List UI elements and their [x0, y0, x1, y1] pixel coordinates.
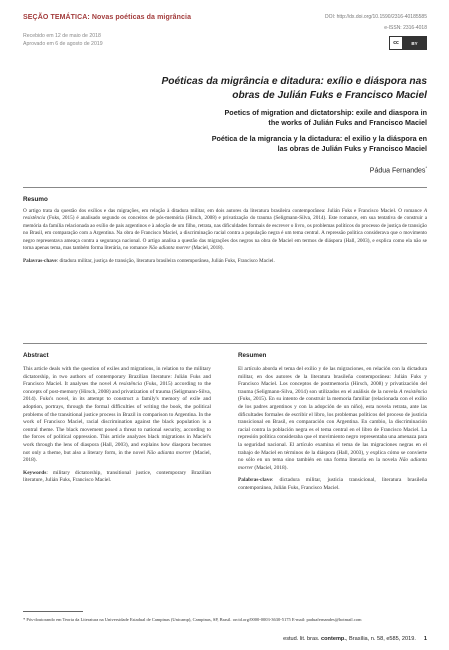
keywords-label: Palavras-chave: [23, 258, 57, 265]
resumo-italic-title: A resistência: [23, 208, 427, 222]
resumen-text: (Fuks, 2015). En su intento de construir la memoria familiar (relacionada con el exilio de los padres argentinos y con la adopción de un niño), esta novela retrata, ante las dificultades formales de escribir el libro, los problemas políticos del proceso de justicia transicional en Brasil, en comparación con Argentina. En cambio, la discriminación racial contra la población negra es el tema central en el libro de Francisco Maciel. La represión política consideraba que el movimiento negro representaba una amenaza para la seguridad nacional. El artículo examina el tema de las migraciones negras en el trabajo de Maciel en términos de la diáspora (Hall, 2003), y explica cómo se convierte no sólo en un tema sino también en una forma literaria en la novela: [238, 396, 427, 464]
journal-citation: , Brasília, n. 58, e585, 2019.: [345, 636, 416, 642]
title-spanish-line-2: las obras de Julián Fuks y Francisco Maciel: [277, 144, 427, 153]
abstract-text: (Fuks, 2015) according to the concepts of post-memory (Hirsch, 2008) and privatization of trauma (Seligmann-Silva, 2014). Fuks's novel, in its attempt to construct a family's memory of exile and adoption, portrays, through the formal difficulties of writing the book, the political problems of the transitional justice process in Brazil in comparison to Argentina. In the work of Francisco Maciel, racial discrimination against the black population is a central theme. The black movement posed a threat to national security, according to the forces of political oppression. This article analyzes black migrations in Maciel's work through the lens of diaspora (Hall, 2003), and explains how diaspora becomes not only a theme, but also a literary form, in the novel: [23, 381, 211, 456]
page-number: 1: [423, 636, 427, 642]
resumen-text: El artículo aborda el tema del exilio y de las migraciones, en relación con la dictadura militar, en dos autores de la literatura brasileña contemporánea: Julián Fuks y Francisco Maciel. Los conceptos de postmemoria (Hirsch, 2008) y privatización del trauma (Seligmann-Silva, 2014) son utilizados en el análisis de la novela: [238, 366, 427, 395]
resumo-text: O artigo trata da questão dos exílios e das migrações, em relação à ditadura militar, em dois autores da literatura brasileira contemporânea: Julián Fuks e Francisco Maciel. O romance: [23, 208, 424, 214]
cc-icon: cc: [390, 37, 403, 49]
abstract-keywords: [23, 470, 211, 485]
journal-citation-bold: contemp.: [321, 636, 346, 642]
title-spanish: [127, 134, 427, 154]
resumen-italic-title: A resistência: [399, 388, 428, 395]
issn: e-ISSN: 2316-4018: [384, 25, 427, 31]
by-icon: BY: [403, 37, 426, 49]
keywords-label: Palabras-clave: [238, 477, 272, 484]
title-english-line-2: the works of Julián Fuks and Francisco Maciel: [268, 118, 427, 127]
resumo-body: [23, 208, 427, 266]
submission-dates: [23, 33, 103, 48]
resumen-keywords: [238, 477, 427, 492]
resumen-heading: Resumen: [238, 352, 267, 359]
author-name: Pádua Fernandes: [369, 167, 426, 175]
received-date: Recebido em 12 de maio de 2018: [23, 33, 101, 39]
abstract-text: (Maciel, 2018).: [23, 449, 211, 464]
author: [370, 165, 427, 174]
orcid-contact[interactable]: orcid.org/0000-0003-3630-5175 E-mail: paduafernandes@hotmail.com: [232, 617, 362, 622]
title-spanish-line-1: Poética de la migrancia y la dictadura: el exilio y la diáspora en: [211, 134, 427, 143]
footnote: [23, 617, 427, 623]
footnote-text: Pós-doutorando em Teoria da Literatura na Universidade Estadual de Campinas (Unicamp), Campinas, SP, Brasil.: [25, 617, 233, 622]
footnote-mark: *: [23, 617, 26, 622]
title-line-2: obras de Julián Fuks e Francisco Maciel: [232, 90, 427, 101]
resumo-text: (Fuks, 2015) é analisado segundo os conceitos de pós-memória (Hirsch, 2008) e privatização do trauma (Seligmann-Silva, 2014). Este romance, em sua tentativa de construir a memória da família relacionada ao exílio de pais argentinos e à adoção de um filho, retrata, nas dificuldades formais de escrever o livro, os problemas políticos do processo de justiça de transição no Brasil, em comparação com a Argentina. Na obra de Francisco Maciel, a discriminação racial contra a população negra é um tema central. A repressão política considerava que o movimento negro representava ameaça contra a segurança nacional. O artigo analisa a questão das migrações dos negros na obra de Maciel em termos de diáspora (Hall, 2003), e explica como ela não se torna apenas tema, mas também forma literária, no romance: [23, 215, 427, 252]
keywords-text: : dictadura militar, justicia transicional, literatura brasileña contemporánea, Julián Fuks, Francisco Maciel.: [238, 477, 427, 491]
abstract-body: [23, 366, 211, 485]
journal-citation: estud. lit. bras.: [283, 636, 322, 642]
title-english-line-1: Poetics of migration and dictatorship: exile and diaspora in: [224, 108, 427, 117]
title-line-1: Poéticas da migrância e ditadura: exílio e diáspora nas: [161, 76, 427, 87]
page-footer: [283, 636, 427, 642]
cc-license-badge[interactable]: [389, 36, 427, 50]
approved-date: Aprovado em 6 de agosto de 2019: [23, 40, 103, 47]
resumo-text: (Maciel, 2018).: [190, 245, 224, 252]
keywords-text: : ditadura militar, justiça de transição, literatura brasileira contemporânea, Julián Fuks, Francisco Maciel.: [56, 258, 275, 265]
resumen-italic-title: Não adianta morrer: [238, 457, 427, 471]
section-title: SEÇÃO TEMÁTICA: Novas poéticas da migrância: [23, 14, 192, 21]
abstract-italic-title: A resistência: [113, 381, 142, 388]
divider: [23, 343, 427, 344]
abstract-text: This article deals with the question of exiles and migrations, in relation to the military dictatorship, in two authors of contemporary Brazilian literature: Julián Fuks and Francisco Maciel. It analyses the novel: [23, 366, 211, 388]
resumen-body: [238, 366, 427, 493]
divider: [23, 187, 427, 188]
keywords-label: Keywords: [23, 469, 47, 476]
abstract-heading: Abstract: [23, 352, 49, 359]
abstract-italic-title: Não adianta morrer: [146, 449, 192, 456]
resumo-keywords: [23, 258, 427, 265]
resumen-text: (Maciel, 2018).: [253, 464, 288, 471]
doi-link[interactable]: DOI: http://dx.doi.org/10.1590/2316-40185585: [324, 14, 427, 20]
footnote-divider: [23, 611, 83, 612]
resumo-italic-title: Não adianta morrer: [148, 245, 191, 252]
resumo-heading: Resumo: [23, 196, 48, 203]
keywords-text: : military dictatorship, transitional justice, contemporary Brazilian literature, Julián Fuks, Francisco Maciel.: [23, 469, 211, 484]
author-footnote-mark[interactable]: *: [425, 165, 427, 170]
title-english: [127, 108, 427, 128]
article-title: [97, 75, 427, 103]
